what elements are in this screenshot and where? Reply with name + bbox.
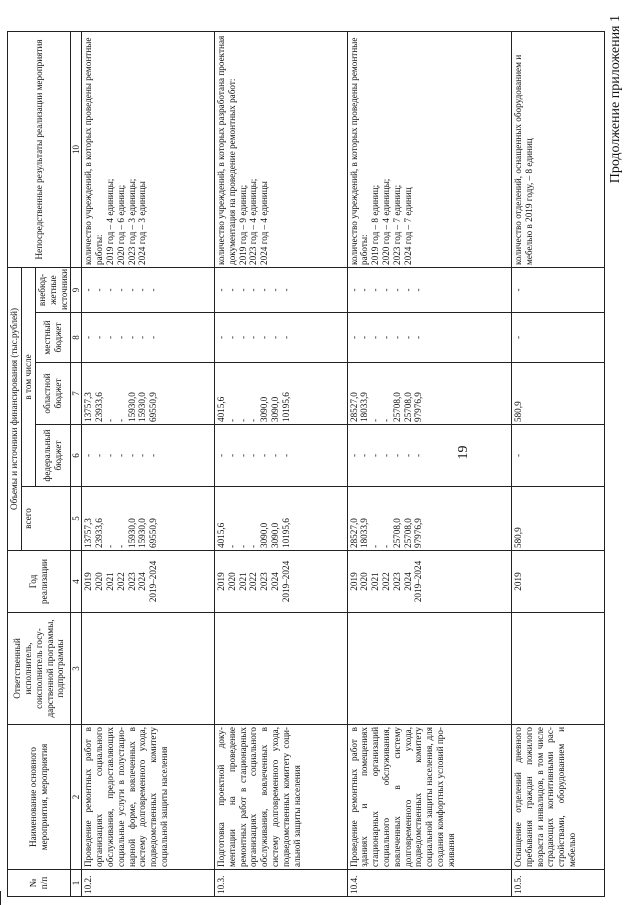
row-regional: 28527,0 18033,9 - - 25708,0 25708,0 97976,9 (347, 363, 511, 425)
header-year: Год реализации (8, 551, 71, 613)
row-years: 2019 2020 2021 2022 2023 2024 2019–2024 (82, 551, 215, 613)
row-executor (82, 613, 215, 725)
header-federal: федеральный бюджет (36, 425, 71, 487)
col-number: 2 (71, 725, 82, 870)
row-total: 580,9 (512, 487, 605, 551)
row-executor (215, 613, 348, 725)
row-results: количество учреждений, в которых проведены ремонтные работы: 2019 год – 8 единиц; 2020 год – 4 единицы; 2023 год – 7 единиц; 2024 год – 7 единиц (347, 31, 511, 267)
header-finance: Объемы и источники финансирования (тыс.рублей) (8, 267, 22, 550)
table-row (512, 31, 605, 896)
row-regional: 13757,3 23933,6 - - 15930,0 15930,0 69550,9 (82, 363, 215, 425)
row-executor (347, 613, 511, 725)
col-number: 6 (71, 425, 82, 487)
header-offbudget: внебюджетные источники (36, 267, 71, 312)
financing-table (7, 31, 605, 897)
col-number: 8 (71, 313, 82, 363)
col-number: 1 (71, 870, 82, 897)
header-including: в том числе (22, 267, 36, 486)
row-federal: - - - - - - - (82, 425, 215, 487)
corner-mark (0, 891, 1, 905)
header-executor: Ответственный исполнитель, соисполнитель государственной программы, подпрограммы (8, 613, 71, 725)
col-number: 5 (71, 487, 82, 551)
row-name: Оснащение отделений дневного пребывания граждан пожилого возраста и инвалидов, в том числе страдающих когнитивными расстройствами, оборудованием и мебелью (512, 725, 605, 870)
page-number: 19 (456, 445, 471, 460)
row-num: 10.5. (512, 870, 605, 897)
row-results: количество учреждений, в которых проведены ремонтные работы: 2019 год – 4 единицы; 2020 год – 6 единиц; 2023 год – 3 единицы; 2024 год – 3 единицы (82, 31, 215, 267)
row-executor (512, 613, 605, 725)
table-row (215, 31, 348, 896)
row-total: 28527,0 18033,9 - - 25708,0 25708,0 97976,9 (347, 487, 511, 551)
row-local: - - - - - - - (82, 313, 215, 363)
row-offbudget: - (512, 267, 605, 312)
row-num: 10.2. (82, 870, 215, 897)
row-offbudget: - - - - - - - (82, 267, 215, 312)
header-name: Наименование основного мероприятия, мероприятия (8, 725, 71, 870)
header-regional: областной бюджет (36, 363, 71, 425)
col-number: 10 (71, 31, 82, 267)
row-results: количество отделений, оснащенных оборудованием и мебелью в 2019 году, – 8 единиц (512, 31, 605, 267)
header-local: местный бюджет (36, 313, 71, 363)
row-local: - - - - - - - (347, 313, 511, 363)
row-offbudget: - - - - - - - (215, 267, 348, 312)
row-num: 10.3. (215, 870, 348, 897)
table-row (82, 31, 215, 896)
col-number: 7 (71, 363, 82, 425)
row-years: 2019 (512, 551, 605, 613)
col-number: 3 (71, 613, 82, 725)
row-regional: 4015,6 - - - 3090,0 3090,0 10195,6 (215, 363, 348, 425)
continuation-title: Продолжение приложения 1 (608, 15, 623, 184)
row-num: 10.4. (347, 870, 511, 897)
header-total: всего (22, 487, 71, 551)
row-federal: - - - - - - - (215, 425, 348, 487)
table-row (347, 31, 511, 896)
row-total: 4015,6 - - - 3090,0 3090,0 10195,6 (215, 487, 348, 551)
col-number: 9 (71, 267, 82, 312)
row-years: 2019 2020 2021 2022 2023 2024 2019–2024 (347, 551, 511, 613)
row-federal: - (512, 425, 605, 487)
row-local: - - - - - - - (215, 313, 348, 363)
row-total: 13757,3 23933,6 - - 15930,0 15930,0 69550,9 (82, 487, 215, 551)
header-num: № п/п (8, 870, 71, 897)
row-name: Проведение ремонтных работ в организациях социального обслуживания, предоставляющих социальные услуги в полустационарной форме, вовлеченных в систему долговременного ухода, подведомственных комитету социальной защиты населения (82, 725, 215, 870)
row-results: количество учреждений, в которых разработана проектная документация на проведение ремонтных работ: 2019 год – 9 единиц; 2023 год – 4 единицы; 2024 год – 4 единицы (215, 31, 348, 267)
row-name: Подготовка проектной документации на проведение ремонтных работ в стационарных организациях социального обслуживания, вовлеченных в систему долговременного ухода, подведомственных комитету социальной защиты населения (215, 725, 348, 870)
header-results: Непосредственные результаты реализации мероприятия (8, 31, 71, 267)
row-years: 2019 2020 2021 2022 2023 2024 2019–2024 (215, 551, 348, 613)
row-offbudget: - - - - - - - (347, 267, 511, 312)
col-number: 4 (71, 551, 82, 613)
row-local: - (512, 313, 605, 363)
row-name: Проведение ремонтных работ в зданиях и помещениях стационарных организаций социального обслуживания, вовлеченных в систему долговременного ухода, подведомственных комитету социальной защиты населения, для создания комфортных условий проживания (347, 725, 511, 870)
row-regional: 580,9 (512, 363, 605, 425)
row-federal: - - - - - - - (347, 425, 511, 487)
